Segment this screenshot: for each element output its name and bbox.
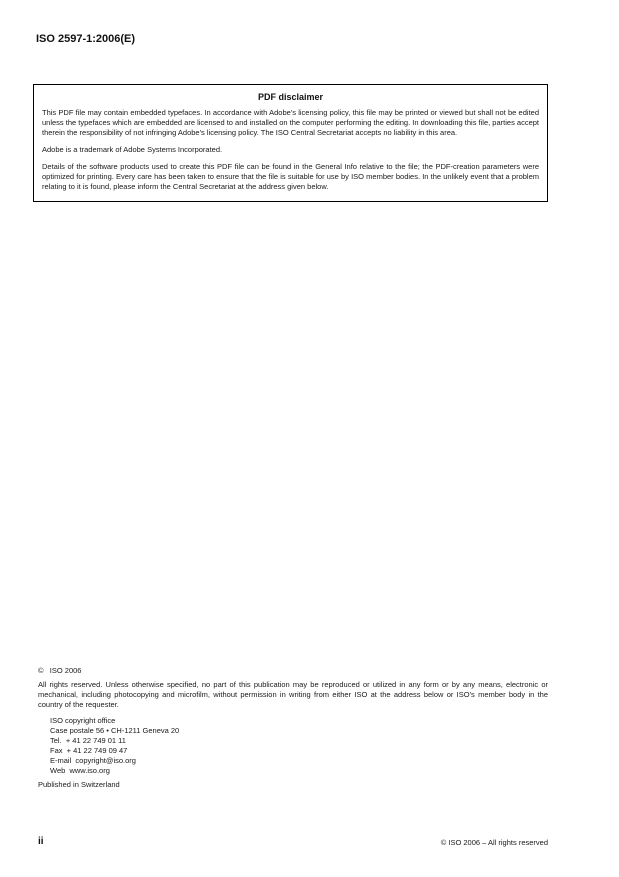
rights-reserved-paragraph: All rights reserved. Unless otherwise specified, no part of this publication may be reproduced or utilized in any form or by any means, electronic or mechanical, including photocopying and microfilm, without permission in writing from either ISO at the address below or ISO's member body in the country of the requester. — [38, 680, 548, 709]
address-line-email: E-mail copyright@iso.org — [50, 756, 136, 765]
iso-address-block — [50, 716, 548, 776]
pdf-disclaimer-box — [33, 84, 548, 202]
address-line-fax: Fax + 41 22 749 09 47 — [50, 746, 128, 755]
disclaimer-paragraph-typefaces: This PDF file may contain embedded typefaces. In accordance with Adobe's licensing policy, this file may be printed or viewed but shall not be edited unless the typefaces which are embedded are licensed to and installed on the computer performing the editing. In downloading this file, parties accept therein the responsibility of not infringing Adobe's licensing policy. The ISO Central Secretariat accepts no liability in this area. — [42, 108, 539, 137]
address-line-web: Web www.iso.org — [50, 766, 110, 775]
address-line-office: ISO copyright office — [50, 716, 116, 725]
footer-page-number: ii — [38, 836, 44, 847]
published-in-line: Published in Switzerland — [38, 780, 120, 789]
footer-copyright-notice: © ISO 2006 – All rights reserved — [440, 838, 548, 847]
disclaimer-paragraph-details: Details of the software products used to create this PDF file can be found in the General Info relative to the file; the PDF-creation parameters were optimized for printing. Every care has been taken to ensure that the file is suitable for use by ISO member bodies. In the unlikely event that a problem relating to it is found, please inform the Central Secretariat at the address given below. — [42, 162, 539, 191]
page-footer — [38, 836, 548, 847]
address-line-tel: Tel. + 41 22 749 01 11 — [50, 736, 126, 745]
disclaimer-paragraph-trademark: Adobe is a trademark of Adobe Systems Incorporated. — [42, 145, 223, 154]
address-line-postal: Case postale 56 • CH-1211 Geneva 20 — [50, 726, 180, 735]
disclaimer-title: PDF disclaimer — [257, 92, 324, 102]
copyright-notice: © ISO 2006 — [38, 666, 82, 675]
document-id-header: ISO 2597-1:2006(E) — [36, 33, 136, 45]
copyright-section — [38, 666, 548, 790]
